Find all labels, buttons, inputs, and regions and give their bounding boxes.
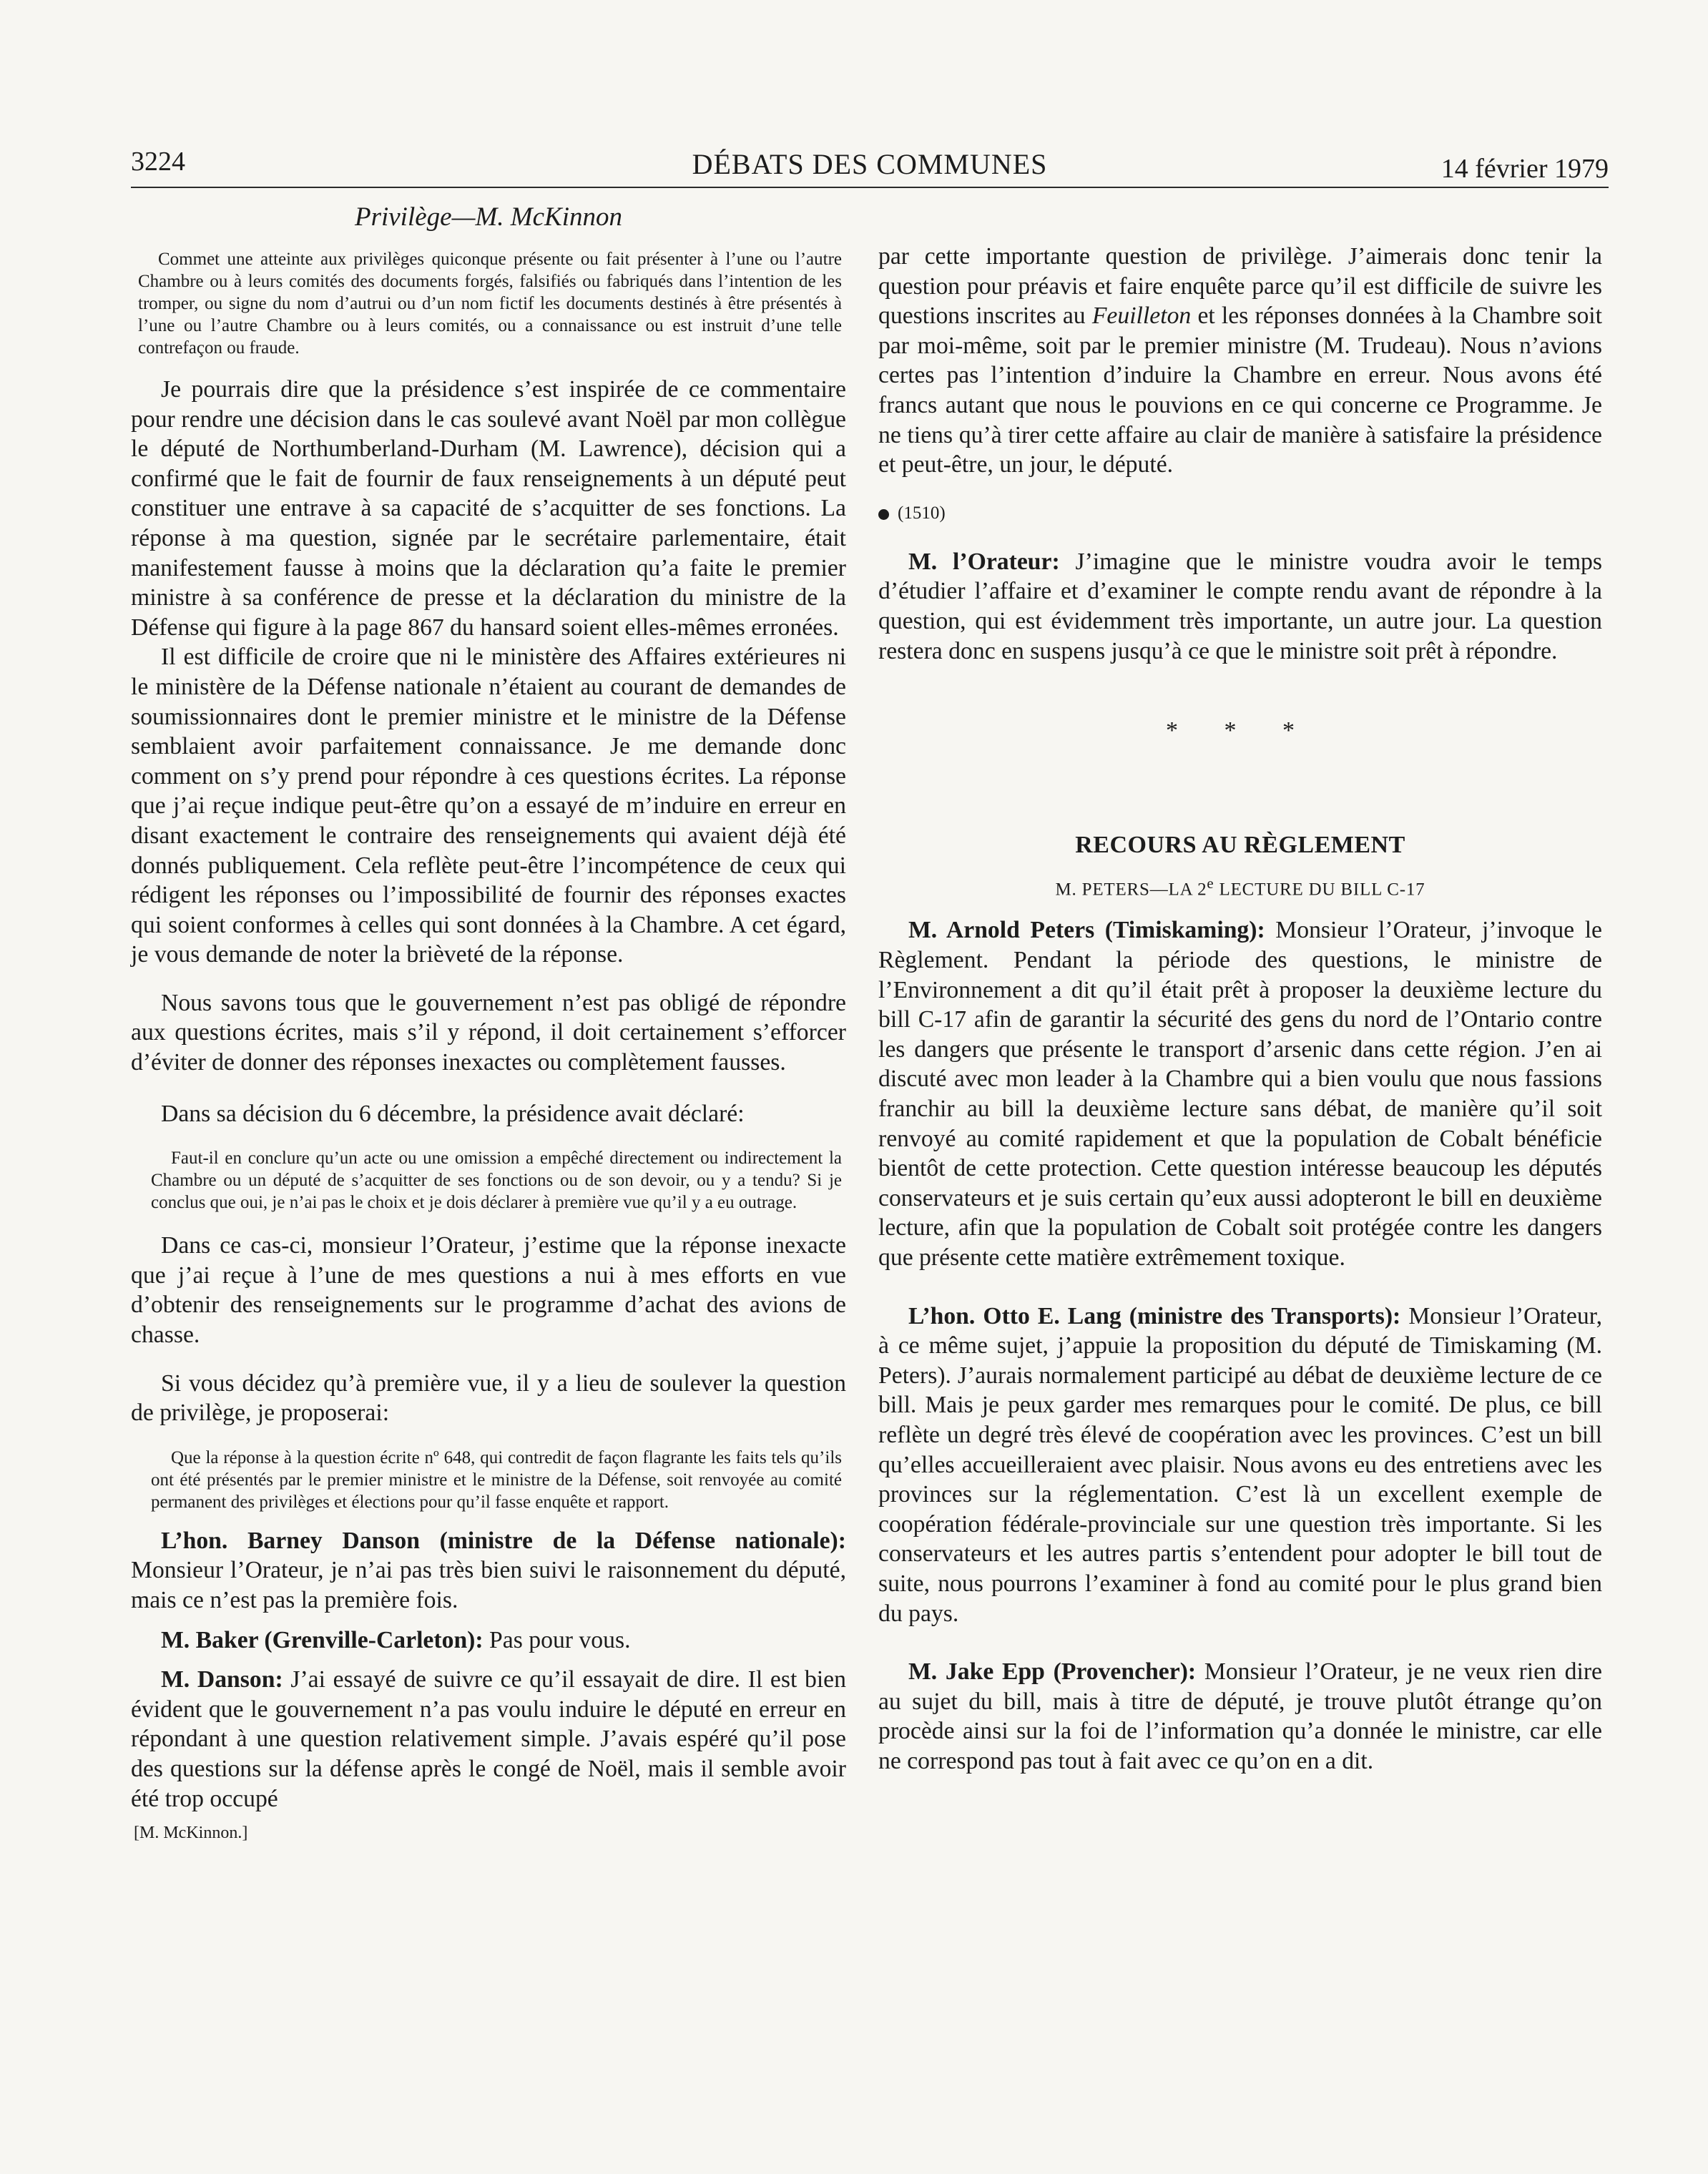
- issue-date: 14 février 1979: [1440, 154, 1609, 184]
- paragraph: Nous savons tous que le gouvernement n’est pas obligé de répondre aux questions écrites, mais s’il y répond, il doit certainement s’efforcer d’éviter de donner des réponses inexactes ou complètement fausses.: [131, 989, 846, 1076]
- speech-orateur: [878, 547, 1602, 666]
- speech-danson: [131, 1526, 846, 1615]
- speaker-name: M. Baker (Grenville-Carleton):: [161, 1626, 484, 1653]
- header-rule: [131, 187, 1609, 188]
- paragraph: Je pourrais dire que la présidence s’est inspirée de ce commentaire pour rendre une décision dans le cas soulevé avant Noël par mon collègue le député de Northumberland-Durham (M. Lawrence), décision qui a confirmé que le fait de fournir de faux renseignements à un député peut constituer une entrave à sa capacité de s’acquitter de ses fonctions. La réponse à ma question, signée par le secrétaire parlementaire, était manifestement fausse à moins que la déclaration qu’a faite le premier ministre à sa conférence de presse et la déclaration du ministre de la Défense qui figure à la page 867 du hansard soient elles-mêmes erronées.: [131, 376, 846, 641]
- speaker-name: M. Arnold Peters (Timiskaming):: [908, 917, 1265, 944]
- speaker-footnote: [M. McKinnon.]: [134, 1824, 248, 1843]
- speaker-name: L’hon. Otto E. Lang (ministre des Transports):: [908, 1302, 1401, 1329]
- speech-text: Monsieur l’Orateur, à ce même sujet, j’appuie la proposition du député de Timiskaming (M. Peters). J’aurais normalement participé au débat de deuxième lecture de ce bill. Mais je peux garder mes remarques pour le comité. De plus, ce bill reflète un degré très élevé de coopération avec les provinces. C’est un bill qu’elles accueilleraient avec plaisir. Nous avons eu des entretiens avec les provinces sur la réglementation. C’est là un excellent exemple de coopération fédérale-provinciale sur une question très importante. Si les conservateurs et les autres partis s’entendent pour adopter le bill tout de suite, nous pourrons l’examiner à fond au comité pour le plus grand bien du pays.: [878, 1302, 1602, 1627]
- section-separator: * * *: [1166, 717, 1315, 744]
- quote-ruling: Faut-il en conclure qu’un acte ou une omission a empêché directement ou indirectement la Chambre ou un député de s’acquitter de ses fonctions ou de son devoir, ou y a tendu? Si je conclus que oui, je n’ai pas le choix et je dois déclarer à première vue qu’il y a eu outrage.: [151, 1149, 842, 1213]
- speech-text: Monsieur l’Orateur, je ne veux rien dire au sujet du bill, mais à titre de député, je trouve plutôt étrange qu’on procède ainsi sur la foi de l’information qu’a donnée le ministre, car elle ne correspond pas tout à fait avec ce qu’on en a dit.: [878, 1658, 1602, 1774]
- subrubric-heading: M. PETERS—LA 2e LECTURE DU BILL C-17: [1055, 875, 1425, 900]
- speech-text: Pas pour vous.: [489, 1626, 631, 1653]
- speech-danson-2: [131, 1665, 846, 1814]
- section-heading: Privilège—M. McKinnon: [354, 202, 623, 232]
- rubric-heading: RECOURS AU RÈGLEMENT: [1075, 832, 1405, 859]
- paragraph-continued: par cette importante question de privilège. J’aimerais donc tenir la question pour préavis et faire enquête parce qu’il est difficile de suivre les questions inscrites au Feuilleton et les réponses données à la Chambre soit par moi-même, soit par le premier ministre (M. Trudeau). Nous n’avions certes pas l’intention d’induire la Chambre en erreur. Nous avons été francs autant que nous le pouvions en ce qui concerne ce Programme. Je ne tiens qu’à tirer cette affaire au clair de manière à satisfaire la présidence et peut-être, un jour, le député.: [878, 243, 1603, 478]
- running-header: [131, 143, 1609, 189]
- speech-baker: [131, 1625, 846, 1656]
- speech-text: Monsieur l’Orateur, je n’ai pas très bien suivi le raisonnement du député, mais ce n’est pas la première fois.: [131, 1557, 846, 1613]
- paragraph: Il est difficile de croire que ni le ministère des Affaires extérieures ni le ministère de la Défense nationale n’étaient au courant de demandes de soumissionnaires dont le premier ministre et le ministre de la Défense semblaient avoir parfaitement connaissance. Je me demande donc comment on s’y prend pour répondre à ces questions écrites. La réponse que j’ai reçue indique peut-être qu’on a essayé de m’induire en erreur en disant exactement le contraire des renseignements qui avaient déjà été donnés publiquement. Cela reflète peut-être l’incompétence de ceux qui rédigent les réponses ou l’impossibilité de fournir des réponses exactes qui soient conformes à celles qui sont données à la Chambre. A cet égard, je vous demande de noter la brièveté de la réponse.: [131, 644, 846, 968]
- speaker-name: L’hon. Barney Danson (ministre de la Défense nationale):: [161, 1527, 846, 1554]
- paragraph: Si vous décidez qu’à première vue, il y a lieu de soulever la question de privilège, je proposerai:: [131, 1369, 846, 1427]
- time-marker: (1510): [878, 501, 1602, 526]
- page-number: 3224: [131, 147, 185, 177]
- speech-peters: [878, 915, 1602, 1272]
- speaker-name: M. Jake Epp (Provencher):: [908, 1658, 1197, 1686]
- paragraph: Dans ce cas-ci, monsieur l’Orateur, j’estime que la réponse inexacte que j’ai reçue à l’une de mes questions a nui à mes efforts en vue d’obtenir des renseignements sur le programme d’achat des avions de chasse.: [131, 1232, 846, 1349]
- speaker-name: M. Danson:: [161, 1666, 283, 1693]
- speech-text: J’imagine que le ministre voudra avoir le temps d’étudier l’affaire et d’examiner le compte rendu avant de répondre à la question, qui est évidemment très importante, un autre jour. La question restera donc en suspens jusqu’à ce que le ministre soit prêt à répondre.: [878, 548, 1603, 664]
- speech-text: Monsieur l’Orateur, j’invoque le Règlement. Pendant la période des questions, le ministre de l’Environnement a dit qu’il était prêt à proposer la deuxième lecture du bill C-17 afin de garantir la sécurité des gens du nord de l’Ontario contre les dangers que présente le transport d’arsenic dans cette région. J’en ai discuté avec mon leader à la Chambre qui a bien voulu que nous fassions franchir au bill la deuxième lecture sans débat, de manière qu’il soit renvoyé au comité rapidement et que la population de Cobalt bénéficie bientôt de cette protection. Cette question intéresse beaucoup les députés conservateurs et je suis certain qu’eux aussi adopteront le bill en deuxième lecture, afin que la population de Cobalt soit protégée contre les dangers que présente cette matière extrêmement toxique.: [878, 917, 1603, 1271]
- quote-motion: Que la réponse à la question écrite nº 648, qui contredit de façon flagrante les faits tels qu’ils ont été présentés par le premier ministre et le ministre de la Défense, soit renvoyée au comité permanent des privilèges et élections pour qu’il fasse enquête et rapport.: [151, 1447, 842, 1512]
- right-column: [878, 242, 1602, 1776]
- bullet-dot-icon: [878, 509, 889, 520]
- speaker-name: M. l’Orateur:: [908, 548, 1060, 575]
- left-column: [131, 202, 846, 1843]
- publication-title: DÉBATS DES COMMUNES: [692, 148, 1048, 180]
- quote-standing-order: Commet une atteinte aux privilèges quiconque présente ou fait présenter à l’une ou l’autre Chambre ou à leurs comités des documents forgés, falsifiés ou fabriqués dans l’intention de les tromper, ou signe du nom d’autrui ou d’un nom fictif les documents destinés à être présentés à l’une ou l’autre Chambre ou à leurs comités, ou a connaissance ou est instruit d’une telle contrefaçon ou fraude.: [138, 250, 842, 358]
- speech-epp: [878, 1657, 1602, 1776]
- speech-lang: [878, 1302, 1602, 1629]
- speech-text: J’ai essayé de suivre ce qu’il essayait de dire. Il est bien évident que le gouvernement n’a pas voulu induire le député en erreur en répondant à une question relativement simple. J’avais espéré qu’il pose des questions sur la défense après le congé de Noël, mais il semble avoir été trop occupé: [131, 1666, 846, 1812]
- paragraph: Dans sa décision du 6 décembre, la présidence avait déclaré:: [161, 1100, 745, 1127]
- feuilleton-italic: Feuilleton: [1091, 303, 1192, 330]
